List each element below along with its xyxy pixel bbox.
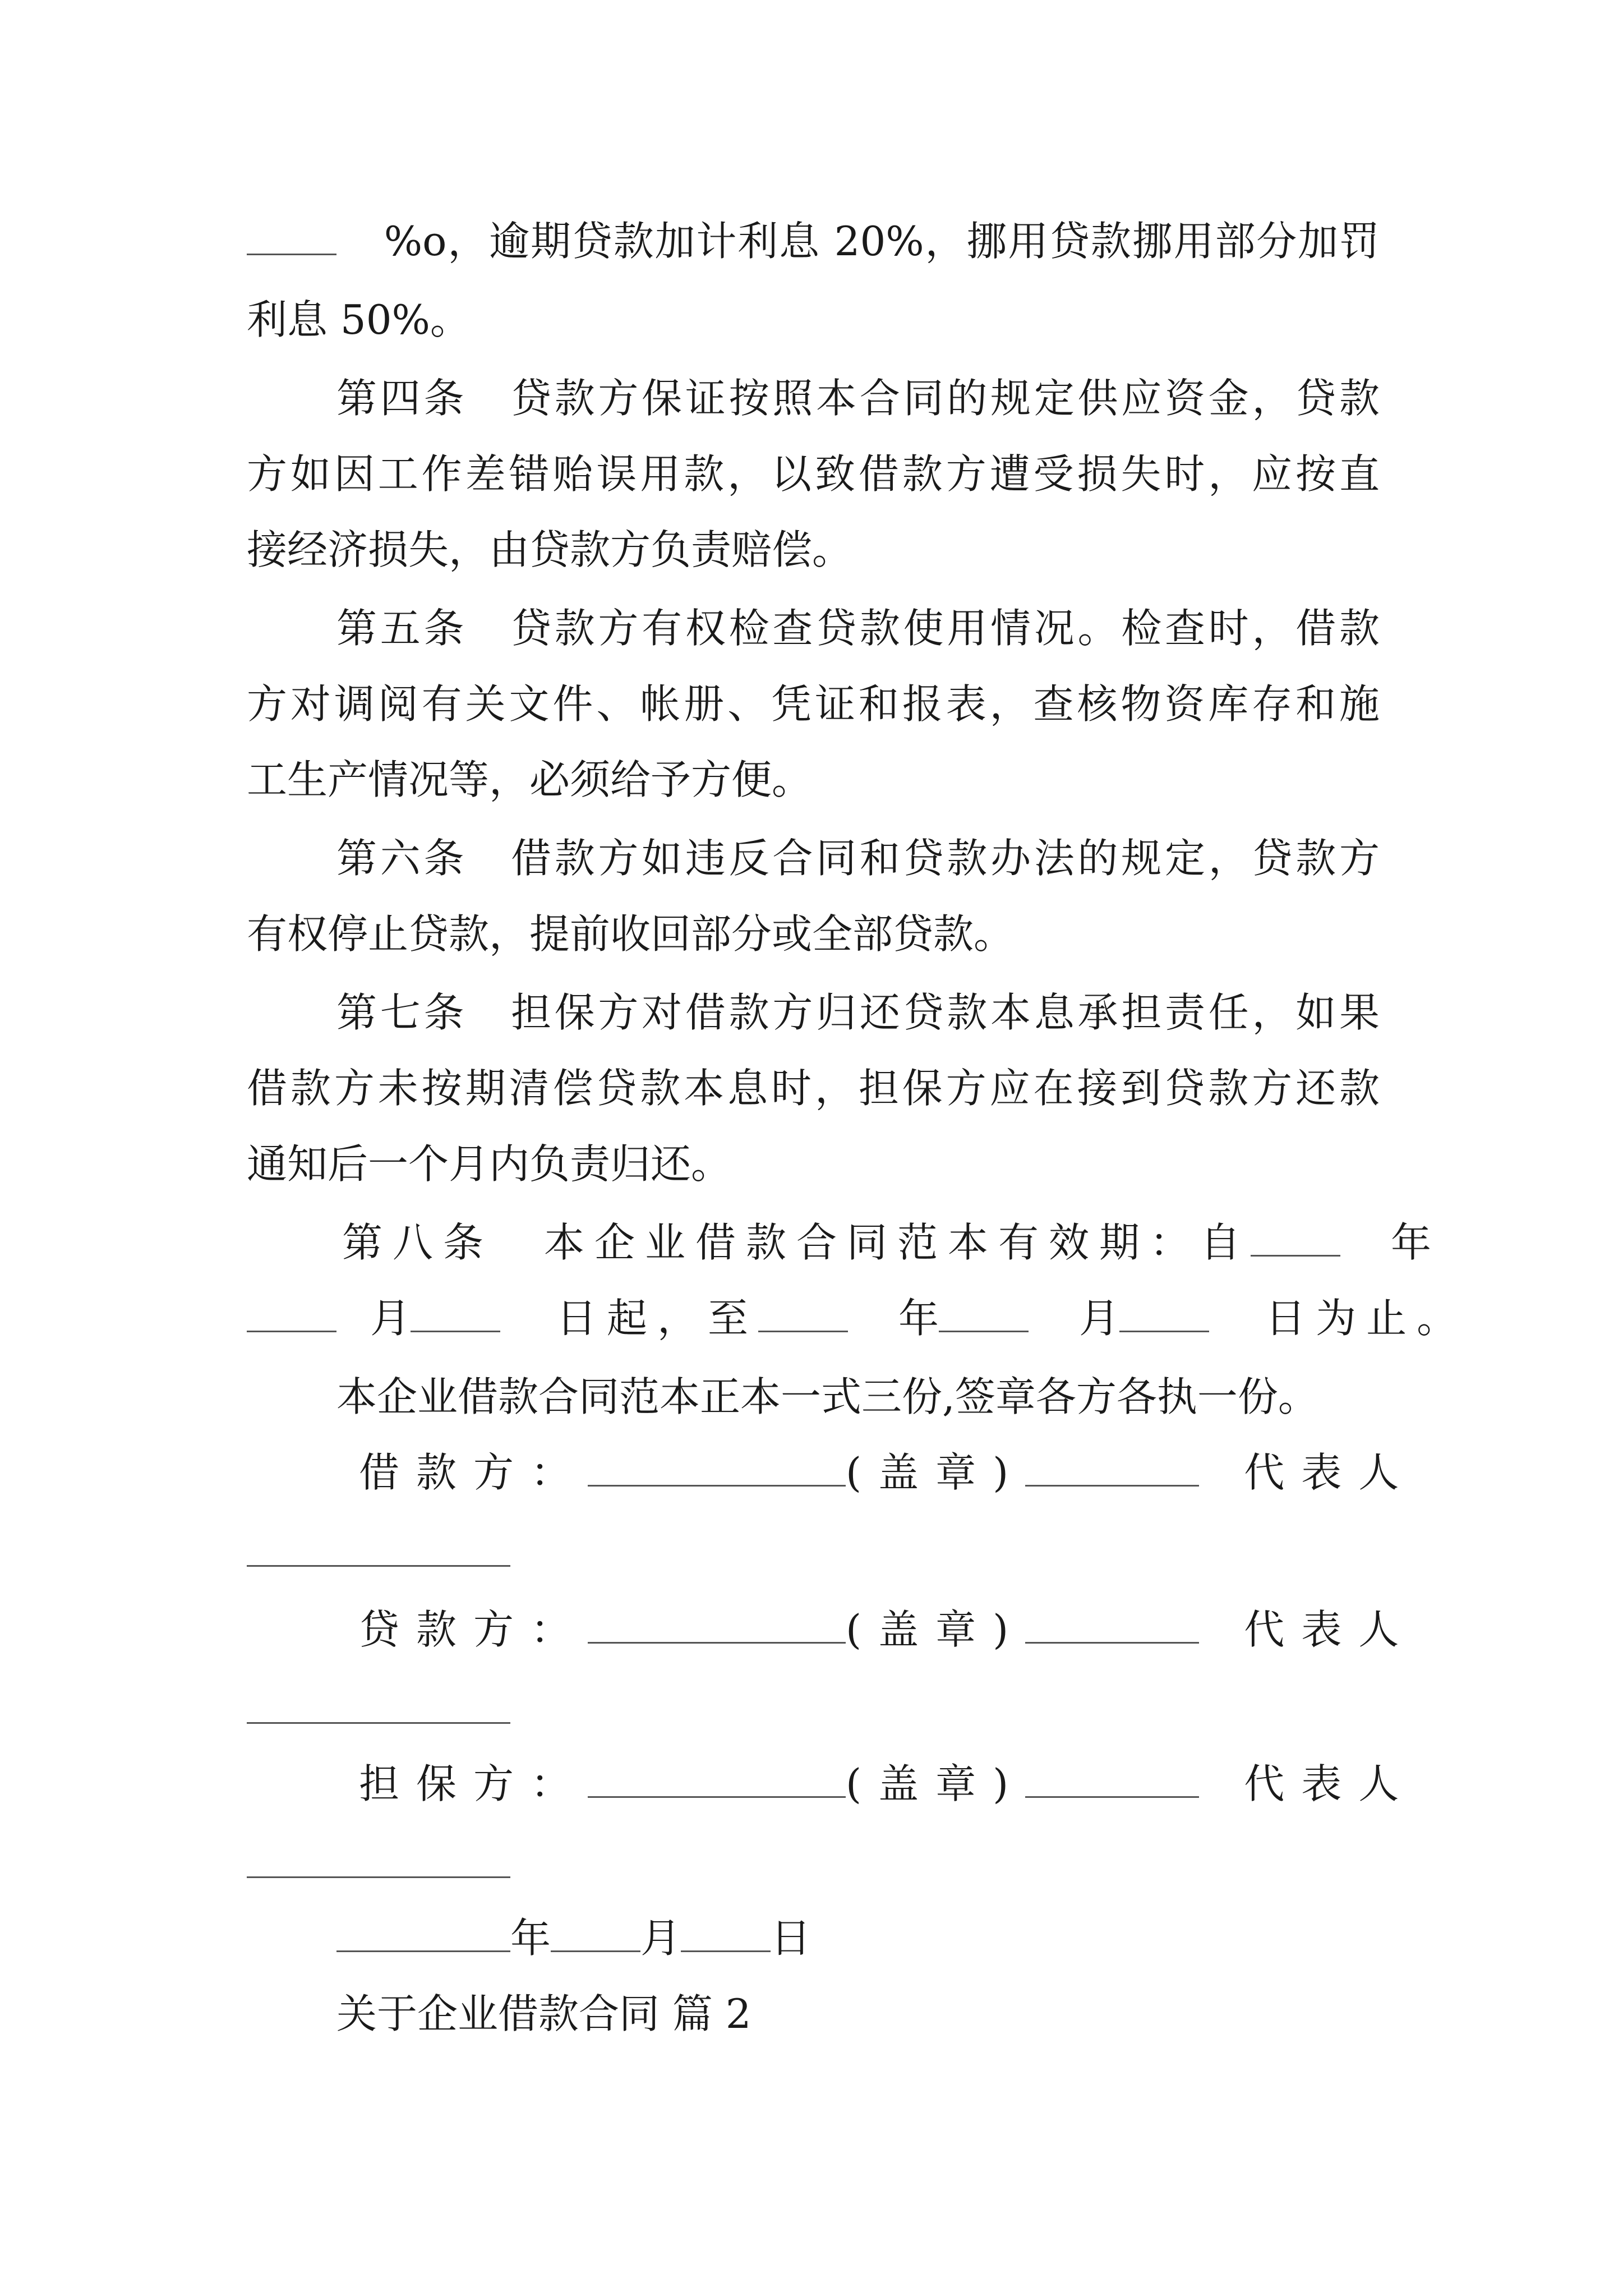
blank-field [411, 1291, 500, 1332]
signing-date: 年 月 日 [336, 1910, 1380, 1966]
article-7-line-2: 借款方未按期清偿贷款本息时，担保方应在接到贷款方还款 [247, 1065, 1380, 1112]
blank-field [247, 214, 336, 255]
blank-field [681, 1911, 771, 1952]
copies-line: 本企业借款合同范本正本一式三份,签章各方各执一份。 [336, 1373, 1318, 1420]
article-7-line-1: 第七条 担保方对借款方归还贷款本息承担责任，如果 [336, 989, 1380, 1036]
guarantor-rep-blank [247, 1876, 510, 1878]
blank-field [588, 1603, 846, 1644]
next-section-heading: 关于企业借款合同 篇 2 [336, 1990, 751, 2037]
article-6-line-1: 第六条 借款方如违反合同和贷款办法的规定，贷款方 [336, 835, 1380, 882]
article-7-line-3: 通知后一个月内负责归还。 [247, 1140, 732, 1188]
text-line-2: 利息 50%。 [247, 296, 471, 343]
signatory-lender: 贷款方： (盖章) 代表人 [359, 1602, 1402, 1658]
blank-field [758, 1291, 848, 1332]
lender-rep-blank [247, 1722, 510, 1724]
article-6-line-2: 有权停止贷款，提前收回部分或全部贷款。 [247, 910, 1015, 958]
article-4-line-1: 第四条 贷款方保证按照本合同的规定供应资金，贷款 [336, 375, 1380, 422]
article-4-line-2: 方如因工作差错贻误用款，以致借款方遭受损失时，应按直 [247, 450, 1380, 498]
signatory-borrower: 借款方： (盖章) 代表人 [359, 1444, 1402, 1501]
blank-field [588, 1446, 846, 1487]
blank-field [939, 1291, 1029, 1332]
blank-field [1119, 1291, 1209, 1332]
blank-field [1025, 1446, 1199, 1487]
blank-field [247, 1291, 336, 1332]
article-4-line-3: 接经济损失，由贷款方负责赔偿。 [247, 526, 853, 573]
blank-field [336, 1911, 510, 1952]
signatory-guarantor: 担保方： (盖章) 代表人 [359, 1756, 1402, 1812]
article-5-line-3: 工生产情况等，必须给予方便。 [247, 756, 813, 803]
article-5-line-1: 第五条 贷款方有权检查贷款使用情况。检查时，借款 [336, 605, 1380, 652]
text-line-1: %o，逾期贷款加计利息 20%，挪用贷款挪用部分加罚 [247, 213, 1380, 269]
blank-field [1025, 1757, 1199, 1798]
article-8-line-2: 月 日起，至 年 月 日为止。 [247, 1290, 1380, 1346]
blank-field [1251, 1216, 1340, 1257]
article-8-line-1: 第八条 本企业借款合同范本有效期：自 年 [342, 1214, 1380, 1271]
article-5-line-2: 方对调阅有关文件、帐册、凭证和报表，查核物资库存和施 [247, 680, 1380, 728]
blank-field [551, 1911, 640, 1952]
blank-field [588, 1757, 846, 1798]
borrower-rep-blank [247, 1565, 510, 1567]
blank-field [1025, 1603, 1199, 1644]
